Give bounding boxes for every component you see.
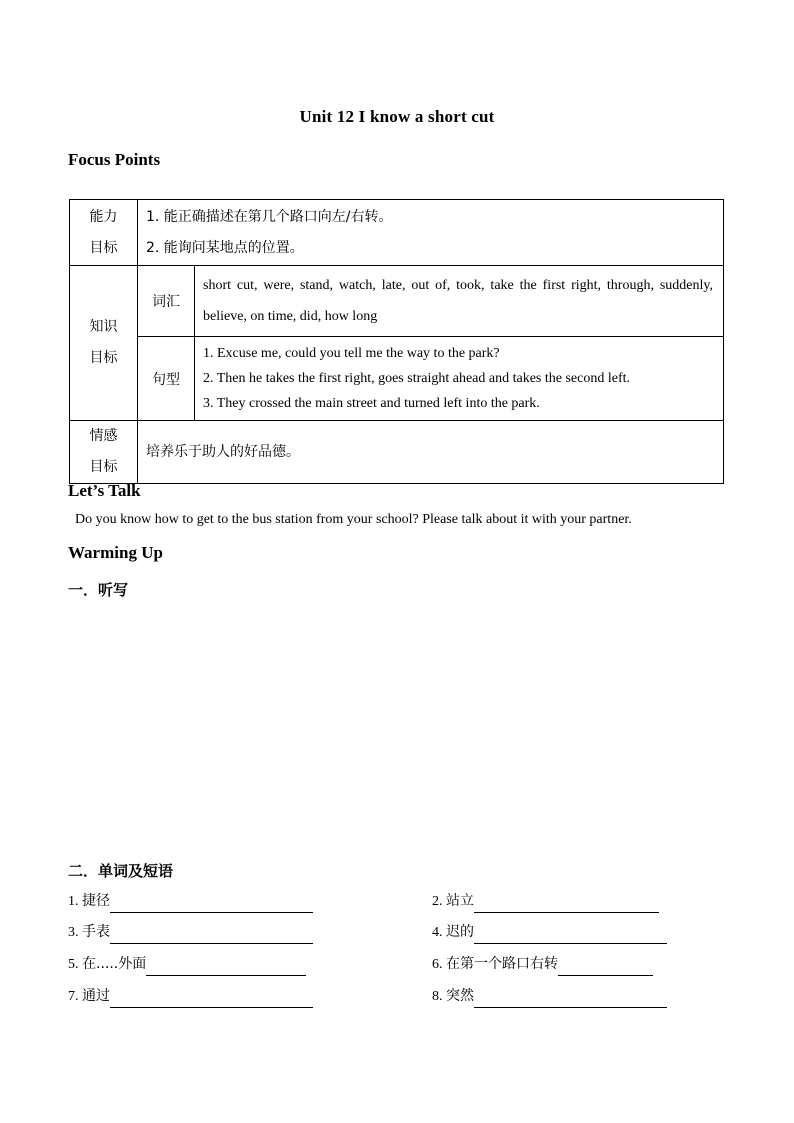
page-title: Unit 12 I know a short cut bbox=[299, 107, 495, 126]
ability-label bbox=[70, 200, 138, 266]
exercise-word: 迟的 bbox=[446, 924, 474, 940]
exercise-word: 通过 bbox=[82, 988, 110, 1004]
knowledge-label-line2: 目标 bbox=[89, 350, 118, 366]
sentence-item-1: 1. Excuse me, could you tell me the way to the park? bbox=[203, 346, 500, 361]
exercise-word: 在.....外面 bbox=[82, 956, 147, 972]
exercise-word: 手表 bbox=[82, 924, 110, 940]
exercise-item-1 bbox=[68, 890, 313, 912]
sentence-row bbox=[70, 337, 724, 421]
knowledge-label-line1: 知识 bbox=[89, 319, 118, 335]
exercise-item-5 bbox=[68, 953, 306, 975]
exercise-word: 捷径 bbox=[82, 893, 110, 909]
emotion-text: 培养乐于助人的好品德。 bbox=[138, 421, 724, 484]
emotion-label-line2: 目标 bbox=[89, 459, 118, 475]
emotion-row bbox=[70, 421, 724, 484]
emotion-label-line1: 情感 bbox=[89, 428, 118, 444]
exercise-item-6 bbox=[432, 953, 653, 975]
ability-label-line2: 目标 bbox=[89, 239, 118, 256]
answer-blank[interactable] bbox=[146, 959, 306, 976]
sentence-label: 句型 bbox=[138, 337, 195, 421]
lets-talk-text: Do you know how to get to the bus station from your school? Please talk about it with your partner. bbox=[75, 512, 632, 527]
words-heading: 二．单词及短语 bbox=[68, 862, 174, 880]
sentence-item-3: 3. They crossed the main street and turned left into the park. bbox=[203, 396, 540, 411]
exercise-item-8 bbox=[432, 985, 667, 1007]
ability-row bbox=[70, 200, 724, 266]
answer-blank[interactable] bbox=[110, 927, 313, 944]
answer-blank[interactable] bbox=[558, 959, 653, 976]
ability-content bbox=[138, 200, 724, 266]
answer-blank[interactable] bbox=[474, 927, 667, 944]
dictation-heading: 一．听写 bbox=[68, 581, 129, 599]
vocab-label: 词汇 bbox=[138, 266, 195, 337]
answer-blank[interactable] bbox=[474, 896, 659, 913]
ability-item-2: 2. 能询问某地点的位置。 bbox=[146, 239, 304, 256]
exercise-word: 站立 bbox=[446, 893, 474, 909]
exercise-num: 5. bbox=[68, 957, 79, 972]
lets-talk-heading: Let’s Talk bbox=[68, 481, 141, 500]
ability-label-line1: 能力 bbox=[89, 208, 118, 225]
exercise-num: 3. bbox=[68, 925, 79, 940]
answer-blank[interactable] bbox=[110, 896, 313, 913]
exercise-word: 突然 bbox=[446, 988, 474, 1004]
exercise-word: 在第一个路口右转 bbox=[446, 956, 558, 972]
focus-points-heading: Focus Points bbox=[68, 150, 161, 169]
exercise-num: 4. bbox=[432, 925, 443, 940]
vocab-row bbox=[70, 266, 724, 337]
exercise-num: 6. bbox=[432, 957, 443, 972]
emotion-label bbox=[70, 421, 138, 484]
exercise-item-3 bbox=[68, 921, 313, 943]
exercise-num: 1. bbox=[68, 894, 79, 909]
exercise-num: 7. bbox=[68, 989, 79, 1004]
sentence-item-2: 2. Then he takes the first right, goes straight ahead and takes the second left. bbox=[203, 371, 630, 386]
exercise-num: 2. bbox=[432, 894, 443, 909]
ability-item-1: 1. 能正确描述在第几个路口向左/右转。 bbox=[146, 208, 393, 225]
exercise-item-7 bbox=[68, 985, 313, 1007]
exercise-item-4 bbox=[432, 921, 667, 943]
exercise-num: 8. bbox=[432, 989, 443, 1004]
answer-blank[interactable] bbox=[110, 991, 313, 1008]
warming-up-heading: Warming Up bbox=[68, 543, 163, 562]
sentence-content bbox=[195, 337, 724, 421]
answer-blank[interactable] bbox=[474, 991, 667, 1008]
exercise-item-2 bbox=[432, 890, 659, 912]
focus-points-table bbox=[69, 199, 724, 484]
vocab-text: short cut, were, stand, watch, late, out of, took, take the first right, through, suddenly, believe, on time, did, how long bbox=[195, 266, 724, 337]
knowledge-label bbox=[70, 266, 138, 421]
